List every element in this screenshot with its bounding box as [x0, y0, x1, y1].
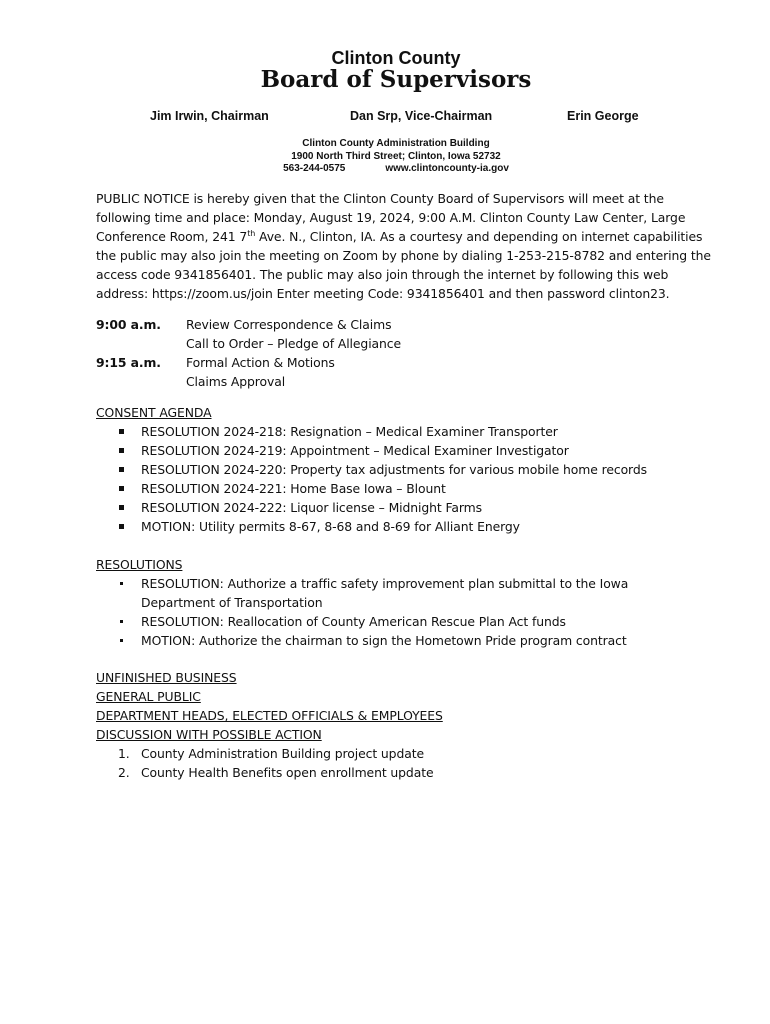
- unfinished-business-heading: UNFINISHED BUSINESS: [96, 670, 237, 685]
- schedule-time: 9:15 a.m.: [96, 355, 161, 370]
- consent-item: RESOLUTION 2024-222: Liquor license – Midnight Farms: [141, 500, 482, 515]
- schedule-item: Call to Order – Pledge of Allegiance: [186, 336, 402, 351]
- street-address: 1900 North Third Street; Clinton, Iowa 52732: [291, 151, 501, 162]
- discussion-item: County Health Benefits open enrollment update: [141, 765, 434, 780]
- consent-item: RESOLUTION 2024-220: Property tax adjustments for various mobile home records: [141, 462, 647, 477]
- notice-line: following time and place: Monday, August 19, 2024, 9:00 A.M. Clinton County Law Center, Large: [96, 210, 686, 225]
- square-bullet-icon: [119, 422, 124, 441]
- notice-line: the public may also join the meeting on Zoom by phone by dialing 1-253-215-8782 and entering the: [96, 248, 711, 263]
- contact-line: [0, 162, 770, 175]
- square-bullet-icon: [119, 498, 124, 517]
- schedule-time: 9:00 a.m.: [96, 317, 161, 332]
- phone-number: 563-244-0575: [283, 163, 346, 174]
- square-bullet-icon: [119, 441, 124, 460]
- discussion-item: County Administration Building project update: [141, 746, 424, 761]
- county-title: Clinton County: [331, 48, 461, 68]
- resolution-item: RESOLUTION: Authorize a traffic safety improvement plan submittal to the Iowa: [141, 576, 629, 591]
- notice-line: address: https://zoom.us/join Enter meeting Code: 9341856401 and then password clinton23.: [96, 286, 670, 301]
- list-number: 1.: [118, 746, 130, 761]
- schedule-item: Review Correspondence & Claims: [186, 317, 392, 332]
- consent-item: RESOLUTION 2024-219: Appointment – Medical Examiner Investigator: [141, 443, 569, 458]
- notice-line: access code 9341856401. The public may also join through the internet by following this web: [96, 267, 669, 282]
- schedule-item: Claims Approval: [186, 374, 286, 389]
- public-notice: [96, 189, 716, 303]
- department-heads-heading: DEPARTMENT HEADS, ELECTED OFFICIALS & EMPLOYEES: [96, 708, 443, 723]
- general-public-heading: GENERAL PUBLIC: [96, 689, 201, 704]
- discussion-heading: DISCUSSION WITH POSSIBLE ACTION: [96, 727, 322, 742]
- notice-text: Ave. N., Clinton, IA. As a courtesy and depending on internet capabilities: [255, 229, 703, 244]
- consent-item: RESOLUTION 2024-221: Home Base Iowa – Blount: [141, 481, 446, 496]
- officer-chairman: Jim Irwin, Chairman: [150, 109, 269, 123]
- square-bullet-icon: [119, 479, 124, 498]
- consent-item: RESOLUTION 2024-218: Resignation – Medical Examiner Transporter: [141, 424, 558, 439]
- building-name: Clinton County Administration Building: [302, 138, 490, 149]
- notice-line: PUBLIC NOTICE is hereby given that the Clinton County Board of Supervisors will meet at the: [96, 191, 664, 206]
- resolution-item: RESOLUTION: Reallocation of County American Rescue Plan Act funds: [141, 614, 566, 629]
- resolution-item-continued: Department of Transportation: [141, 595, 323, 610]
- officer-vice-chairman: Dan Srp, Vice-Chairman: [350, 109, 493, 123]
- consent-agenda-heading: CONSENT AGENDA: [96, 405, 212, 420]
- notice-line: [96, 227, 716, 246]
- list-number: 2.: [118, 765, 130, 780]
- consent-item: MOTION: Utility permits 8-67, 8-68 and 8-69 for Alliant Energy: [141, 519, 520, 534]
- dot-bullet-icon: [119, 612, 123, 631]
- dot-bullet-icon: [119, 574, 123, 593]
- officer-member: Erin George: [567, 109, 639, 123]
- resolution-item: MOTION: Authorize the chairman to sign the Hometown Pride program contract: [141, 633, 627, 648]
- dot-bullet-icon: [119, 631, 123, 650]
- resolutions-heading: RESOLUTIONS: [96, 557, 183, 572]
- ordinal-suffix: th: [247, 228, 256, 238]
- notice-text: Conference Room, 241 7: [96, 229, 248, 244]
- schedule-item: Formal Action & Motions: [186, 355, 335, 370]
- board-title: Board of Supervisors: [260, 66, 532, 93]
- square-bullet-icon: [119, 517, 124, 536]
- square-bullet-icon: [119, 460, 124, 479]
- website: www.clintoncounty-ia.gov: [385, 163, 509, 174]
